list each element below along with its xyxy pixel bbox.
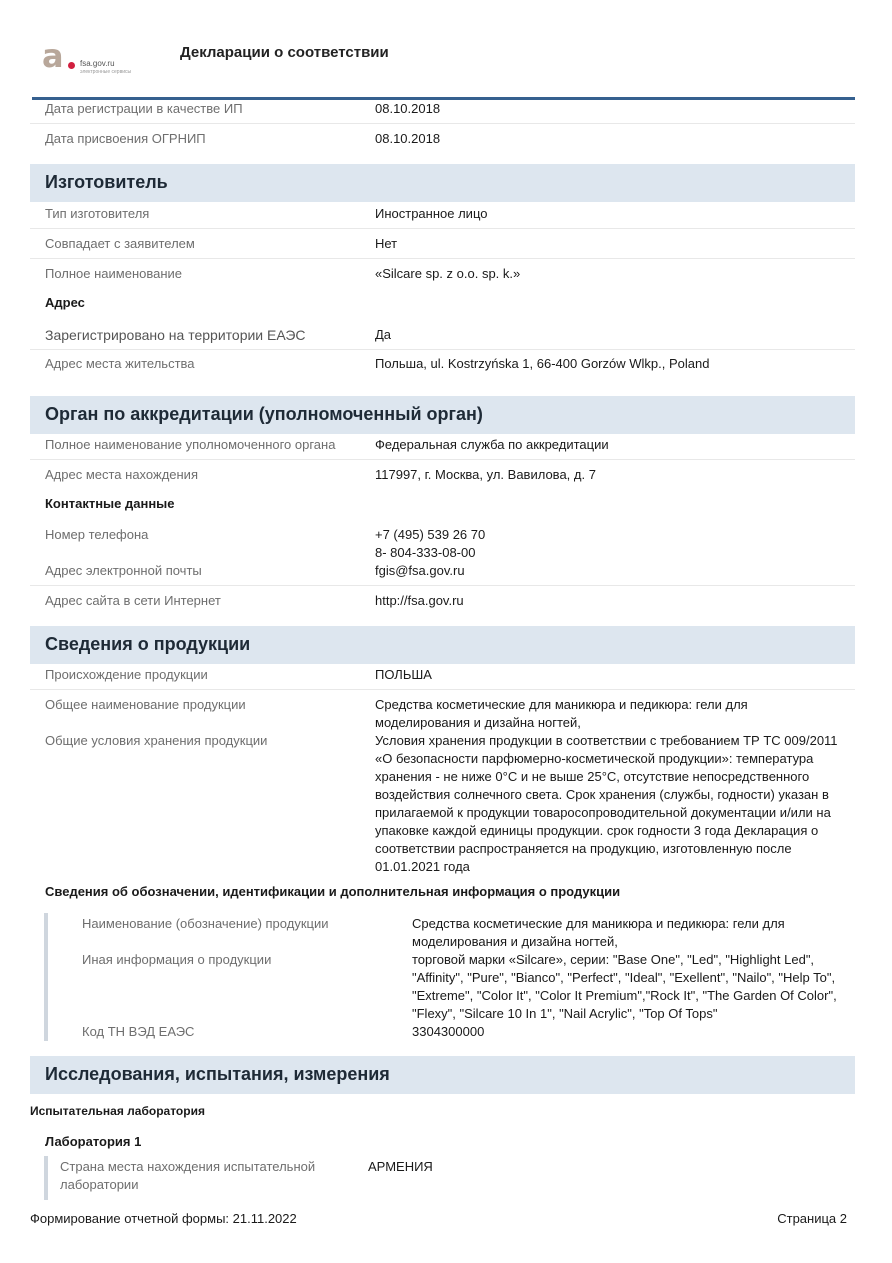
ip-registration-date-value: 08.10.2018	[375, 101, 441, 116]
website-value: http://fsa.gov.ru	[375, 593, 464, 608]
lab-heading: Испытательная лаборатория	[30, 1104, 205, 1118]
full-name-label: Полное наименование	[45, 266, 183, 281]
address-heading: Адрес	[45, 295, 85, 310]
residence-address-value: Польша, ul. Kostrzyńska 1, 66-400 Gorzów Wlkp., Poland	[375, 356, 710, 371]
report-generated-date: Формирование отчетной формы: 21.11.2022	[30, 1211, 297, 1226]
lab-sidebar	[44, 1156, 48, 1200]
row-divider	[30, 585, 855, 586]
origin-value: ПОЛЬША	[375, 667, 432, 682]
ogrnip-date-label: Дата присвоения ОГРНИП	[45, 131, 206, 146]
lab-country-label: Страна места нахождения испытательной лаборатории	[60, 1159, 316, 1192]
email-value: fgis@fsa.gov.ru	[375, 563, 465, 578]
authority-name-value: Федеральная служба по аккредитации	[375, 437, 609, 452]
manufacturer-type-label: Тип изготовителя	[45, 206, 150, 221]
section-title: Изготовитель	[45, 172, 168, 192]
origin-label: Происхождение продукции	[45, 667, 208, 682]
phone-value-1: +7 (495) 539 26 70	[375, 527, 486, 542]
matches-applicant-value: Нет	[375, 236, 398, 251]
tnved-value: 3304300000	[412, 1024, 485, 1039]
product-name-value: Средства косметические для маникюра и педикюра: гели для моделирования и дизайна ногтей,	[375, 697, 748, 730]
designation-label: Наименование (обозначение) продукции	[82, 916, 329, 931]
storage-value: Условия хранения продукции в соответствии с требованием ТР ТС 009/2011 «О безопасности парфюмерно-косметической продукции»: температура хранения - не ниже 0°С и не выше 25°С, отсутствие непосредственного воздействия солнечного света. Срок хранения (службы, годности) указан в прилагаемой к продукции товаросопроводительной документации и/или на упаковке каждой единицы продукции. срок годности 3 года Декларация о соответствии распространяется на продукцию, изготовленную после 01.01.2021 года	[375, 733, 838, 874]
matches-applicant-label: Совпадает с заявителем	[45, 236, 195, 251]
authority-name-label: Полное наименование уполномоченного органа	[45, 437, 336, 452]
other-info-label: Иная информация о продукции	[82, 952, 272, 967]
manufacturer-type-value: Иностранное лицо	[375, 206, 488, 221]
section-manufacturer	[30, 164, 855, 202]
other-info-value: торговой марки «Silcare», серии: "Base One", "Led", "Highlight Led", "Affinity", "Pure", "Bianco", "Perfect", "Ideal", "Exellent", "Nailo", "Help To", "Extreme", "Color It", "Color It Premium","Rock It", "The Garden Of Color", "Flexy", "Silcare 10 In 1", "Nail Acrylic", "Top Of Tops"	[412, 952, 837, 1021]
full-name-value: «Silcare sp. z o.o. sp. k.»	[375, 266, 521, 281]
product-name-label: Общее наименование продукции	[45, 697, 246, 712]
eaeu-registered-value: Да	[375, 327, 392, 342]
tnved-label: Код ТН ВЭД ЕАЭС	[82, 1024, 195, 1039]
row-divider	[30, 228, 855, 229]
section-accreditation	[30, 396, 855, 434]
eaeu-registered-label: Зарегистрировано на территории ЕАЭС	[45, 327, 306, 343]
section-research	[30, 1056, 855, 1094]
residence-address-label: Адрес места жительства	[45, 356, 195, 371]
logo-subtext: электронные сервисы	[80, 69, 132, 75]
section-title: Исследования, испытания, измерения	[45, 1064, 390, 1084]
phone-value-2: 8- 804-333-08-00	[375, 545, 476, 560]
section-title: Орган по аккредитации (уполномоченный орган)	[45, 404, 483, 424]
email-label: Адрес электронной почты	[45, 563, 202, 578]
row-divider	[30, 123, 855, 124]
authority-address-label: Адрес места нахождения	[45, 467, 198, 482]
storage-label: Общие условия хранения продукции	[45, 733, 268, 748]
website-label: Адрес сайта в сети Интернет	[45, 593, 221, 608]
logo-dot	[68, 62, 75, 69]
contacts-heading: Контактные данные	[45, 496, 175, 511]
page-number: Страница 2	[777, 1211, 847, 1226]
row-divider	[30, 689, 855, 690]
fsa-logo-icon: a	[42, 37, 64, 75]
row-divider	[30, 258, 855, 259]
section-title: Сведения о продукции	[45, 634, 251, 654]
phone-label: Номер телефона	[45, 527, 149, 542]
row-divider	[30, 459, 855, 460]
ip-registration-date-label: Дата регистрации в качестве ИП	[45, 101, 243, 116]
lab-country-value: АРМЕНИЯ	[368, 1159, 433, 1174]
fsa-logo	[40, 37, 150, 80]
authority-address-value: 117997, г. Москва, ул. Вавилова, д. 7	[375, 467, 596, 482]
designation-value: Средства косметические для маникюра и педикюра: гели для моделирования и дизайна ногтей,	[412, 916, 785, 949]
logo-site-text: fsa.gov.ru	[80, 59, 115, 68]
identification-heading: Сведения об обозначении, идентификации и дополнительная информация о продукции	[45, 884, 621, 899]
ogrnip-date-value: 08.10.2018	[375, 131, 441, 146]
lab-1-heading: Лаборатория 1	[45, 1134, 142, 1149]
page-title: Декларации о соответствии	[180, 44, 389, 61]
section-product	[30, 626, 855, 664]
row-divider	[30, 349, 855, 350]
block-sidebar	[44, 913, 48, 1041]
